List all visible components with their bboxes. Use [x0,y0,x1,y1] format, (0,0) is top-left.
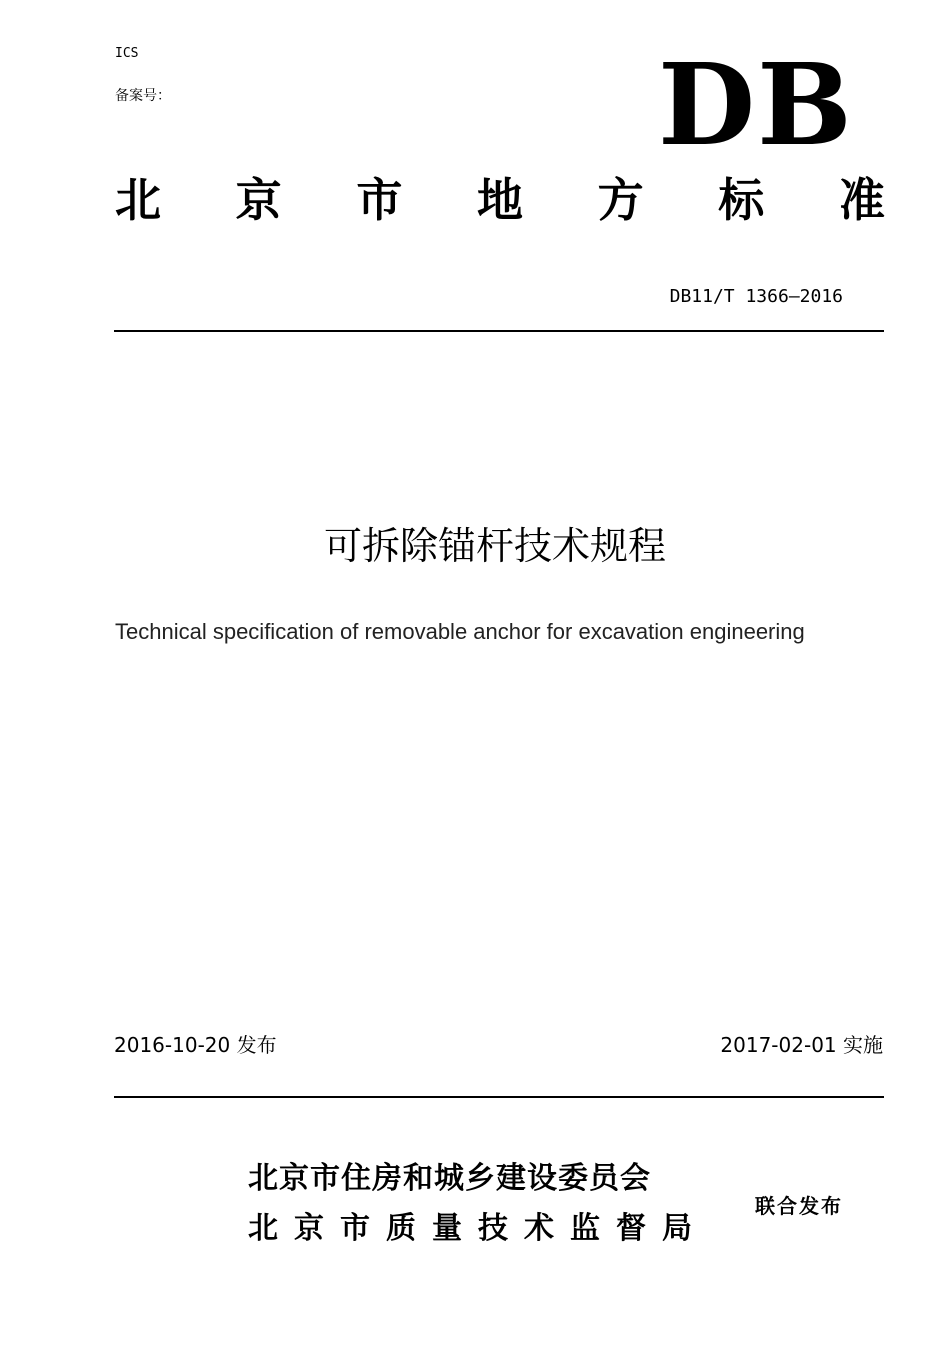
standard-type-heading [115,170,885,230]
issuer-housing-commission: 北京市住房和城乡建设委员会 [248,1161,651,1196]
standard-type-char: 方 [597,173,644,227]
bottom-divider [114,1096,884,1098]
standard-type-char: 市 [356,173,403,227]
standard-code: DB11/T 1366—2016 [669,286,843,307]
issuer-quality-bureau: 北京市质量技术监督局 [248,1211,708,1246]
filing-number-label: 备案号： [115,88,171,104]
standard-type-char: 准 [838,173,885,227]
standard-type-char: 标 [718,173,765,227]
publish-date: 2016-10-20 发布 [114,1033,277,1057]
standard-type-char: 京 [235,173,282,227]
db-logo: DB [658,40,854,171]
issuer-block [248,1155,708,1253]
standard-type-char: 地 [476,173,523,227]
top-divider [114,330,884,332]
title-english: Technical specification of removable anchor for excavation engineering [115,619,805,644]
effective-date: 2017-02-01 实施 [720,1033,883,1057]
joint-issue-label: 联合发布 [755,1194,843,1218]
ics-label: ICS [115,46,139,61]
standard-type-char: 北 [115,173,161,227]
title-chinese: 可拆除锚杆技术规程 [323,524,666,568]
